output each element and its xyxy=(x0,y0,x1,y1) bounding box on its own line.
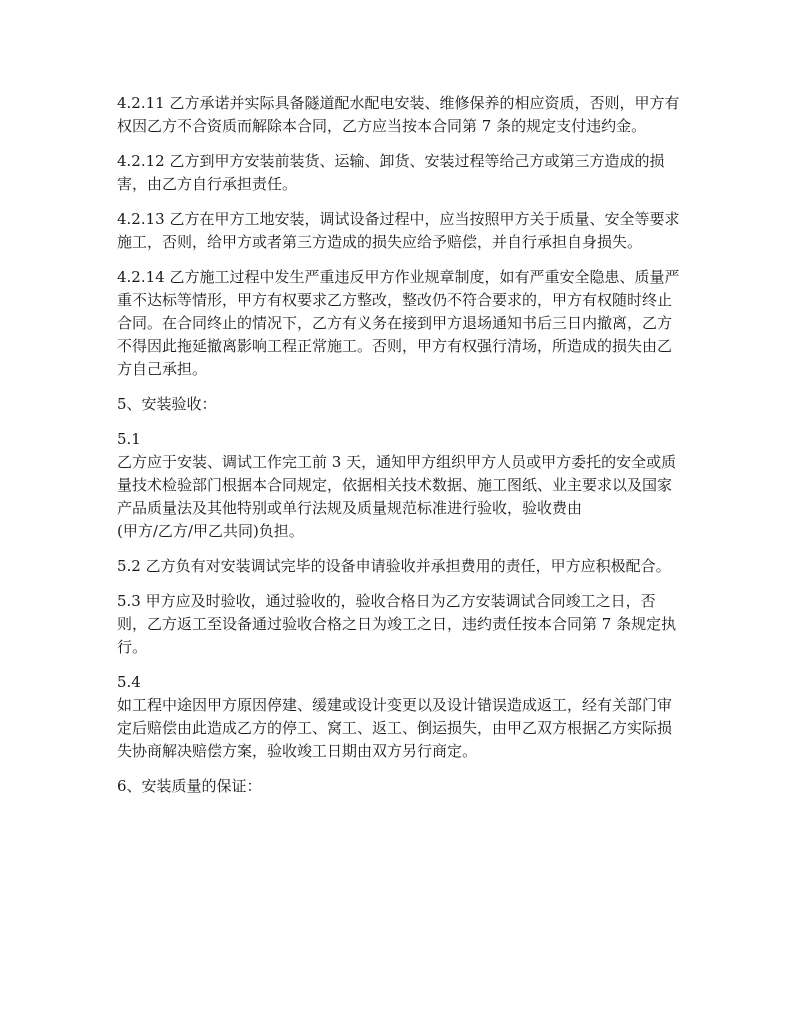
section-5-heading: 5、安装验收： xyxy=(117,395,217,413)
clause-4-2-12: 4.2.12 乙方到甲方安装前装货、运输、卸货、安装过程等给己方或第三方造成的损害，由乙方自行承担责任。 xyxy=(117,152,665,193)
document-body xyxy=(117,92,682,810)
clause-4-2-14: 4.2.14 乙方施工过程中发生严重违反甲方作业规章制度，如有严重安全隐患、质量严重不达标等情形，甲方有权要求乙方整改，整改仍不符合要求的，甲方有权随时终止合同。在合同终止的情况下，乙方有义务在接到甲方退场通知书后三日内撤离，乙方不得因此拖延撤离影响工程正常施工。否则，甲方有权强行清场，所造成的损失由乙方自己承担。 xyxy=(117,268,680,378)
clause-5-1: 5.1 乙方应于安装、调试工作完工前 3 天，通知甲方组织甲方人员或甲方委托的安全或质量技术检验部门根据本合同规定，依据相关技术数据、施工图纸、业主要求以及国家产品质量法及其他特别或单行法规及质量规范标准进行验收，验收费由 (甲方/乙方/甲乙共同)负担。 xyxy=(117,430,677,540)
clause-5-4: 5.4 如工程中途因甲方原因停建、缓建或设计变更以及设计错误造成返工，经有关部门审定后赔偿由此造成乙方的停工、窝工、返工、倒运损失，由甲乙双方根据乙方实际损失协商解决赔偿方案，验收竣工日期由双方另行商定。 xyxy=(117,673,673,760)
clause-5-2: 5.2 乙方负有对安装调试完毕的设备申请验收并承担费用的责任，甲方应积极配合。 xyxy=(117,557,671,575)
clause-4-2-11: 4.2.11 乙方承诺并实际具备隧道配水配电安装、维修保养的相应资质，否则，甲方有权因乙方不合资质而解除本合同，乙方应当按本合同第 7 条的规定支付违约金。 xyxy=(117,94,680,135)
clause-5-3: 5.3 甲方应及时验收，通过验收的，验收合格日为乙方安装调试合同竣工之日，否则，乙方返工至设备通过验收合格之日为竣工之日，违约责任按本合同第 7 条规定执行。 xyxy=(117,592,677,656)
clause-4-2-13: 4.2.13 乙方在甲方工地安装，调试设备过程中，应当按照甲方关于质量、安全等要求施工，否则，给甲方或者第三方造成的损失应给予赔偿，并自行承担自身损失。 xyxy=(117,210,680,251)
section-6-heading: 6、安装质量的保证： xyxy=(117,777,262,795)
